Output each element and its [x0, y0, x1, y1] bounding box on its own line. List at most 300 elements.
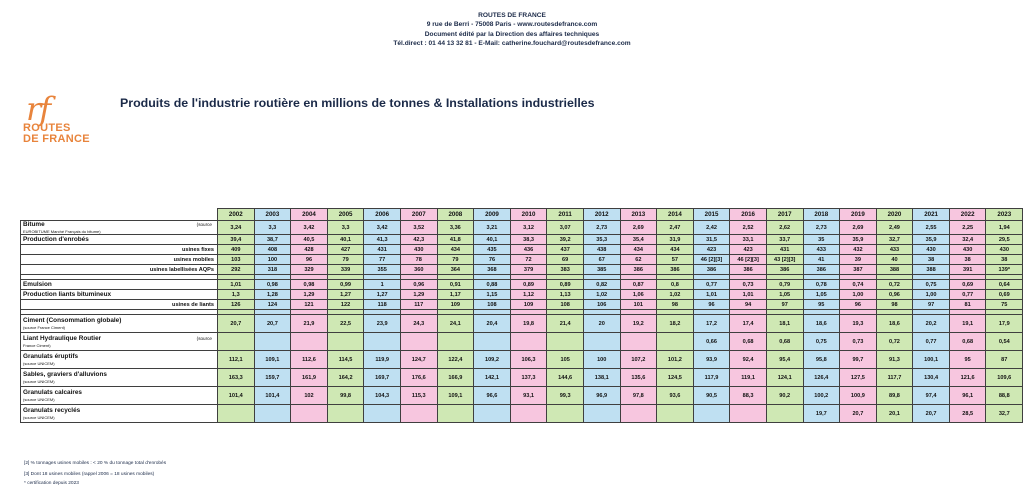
- row-label-cell: [21, 235, 218, 245]
- year-header: 2019: [840, 209, 877, 221]
- value-cell: 35,3: [583, 235, 620, 245]
- row-label: usines fixes: [181, 246, 214, 253]
- year-header: 2017: [766, 209, 803, 221]
- value-cell: 3,21: [474, 221, 511, 235]
- value-cell: 62: [620, 255, 657, 265]
- value-cell: 105: [547, 351, 584, 369]
- value-cell: 0,96: [400, 280, 437, 290]
- value-cell: 28,5: [949, 405, 986, 423]
- value-cell: 1,02: [583, 290, 620, 300]
- value-cell: 161,9: [291, 369, 328, 387]
- row-label-cell: [21, 245, 218, 255]
- routes-de-france-logo: [20, 90, 102, 145]
- year-header: 2009: [474, 209, 511, 221]
- value-cell: 1,29: [291, 290, 328, 300]
- table-row: [21, 290, 1023, 300]
- value-cell: 2,47: [657, 221, 694, 235]
- value-cell: 101,4: [218, 387, 255, 405]
- value-cell: 2,69: [620, 221, 657, 235]
- table-row: [21, 351, 1023, 369]
- value-cell: 126,4: [803, 369, 840, 387]
- value-cell: 2,55: [913, 221, 950, 235]
- value-cell: [474, 405, 511, 423]
- row-label-cell: [21, 405, 218, 423]
- value-cell: 176,6: [400, 369, 437, 387]
- value-cell: 33,7: [766, 235, 803, 245]
- value-cell: 169,7: [364, 369, 401, 387]
- value-cell: 0,99: [327, 280, 364, 290]
- value-cell: [510, 405, 547, 423]
- value-cell: 97: [766, 300, 803, 310]
- value-cell: 20,7: [254, 315, 291, 333]
- value-cell: 93,6: [657, 387, 694, 405]
- data-table: [20, 208, 1023, 423]
- value-cell: 67: [583, 255, 620, 265]
- value-cell: 117: [400, 300, 437, 310]
- table-row: [21, 235, 1023, 245]
- value-cell: 0,87: [620, 280, 657, 290]
- value-cell: 75: [986, 300, 1023, 310]
- value-cell: 0,77: [913, 333, 950, 351]
- row-label: usines de liants: [172, 301, 214, 308]
- year-header: 2013: [620, 209, 657, 221]
- value-cell: 18,6: [876, 315, 913, 333]
- value-cell: 40,1: [327, 235, 364, 245]
- value-cell: 388: [913, 265, 950, 275]
- value-cell: 386: [657, 265, 694, 275]
- row-label-cell: [21, 290, 218, 300]
- value-cell: 391: [949, 265, 986, 275]
- year-header: 2003: [254, 209, 291, 221]
- row-label: usines labellisées AQPs: [149, 266, 214, 273]
- row-label-cell: [21, 221, 218, 235]
- value-cell: 423: [730, 245, 767, 255]
- value-cell: [693, 405, 730, 423]
- value-cell: 0,73: [730, 280, 767, 290]
- value-cell: 0,72: [876, 280, 913, 290]
- year-header: 2012: [583, 209, 620, 221]
- value-cell: 21,4: [547, 315, 584, 333]
- value-cell: 18,2: [657, 315, 694, 333]
- value-cell: 118: [364, 300, 401, 310]
- value-cell: [583, 333, 620, 351]
- value-cell: 57: [657, 255, 694, 265]
- year-header-row: [21, 209, 1023, 221]
- value-cell: 99,8: [327, 387, 364, 405]
- value-cell: 433: [876, 245, 913, 255]
- value-cell: 292: [218, 265, 255, 275]
- org-name: ROUTES DE FRANCE: [478, 12, 546, 19]
- row-label-cell: [21, 300, 218, 310]
- value-cell: 108: [547, 300, 584, 310]
- value-cell: 1,3: [218, 290, 255, 300]
- value-cell: 0,68: [949, 333, 986, 351]
- value-cell: 124,1: [766, 369, 803, 387]
- value-cell: 0,77: [693, 280, 730, 290]
- value-cell: 119,9: [364, 351, 401, 369]
- row-label: Granulats calcaires: [23, 389, 82, 396]
- value-cell: 438: [583, 245, 620, 255]
- year-header: 2023: [986, 209, 1023, 221]
- value-cell: 0,98: [254, 280, 291, 290]
- value-cell: 81: [949, 300, 986, 310]
- value-cell: 121,6: [949, 369, 986, 387]
- value-cell: 2,69: [840, 221, 877, 235]
- value-cell: 91,3: [876, 351, 913, 369]
- value-cell: 1,12: [510, 290, 547, 300]
- value-cell: 98: [657, 300, 694, 310]
- value-cell: 39,4: [218, 235, 255, 245]
- value-cell: 18,6: [803, 315, 840, 333]
- value-cell: [547, 405, 584, 423]
- value-cell: 138,1: [583, 369, 620, 387]
- value-cell: 41: [803, 255, 840, 265]
- value-cell: 95,8: [803, 351, 840, 369]
- value-cell: 3,42: [291, 221, 328, 235]
- value-cell: 19,8: [510, 315, 547, 333]
- value-cell: 40,1: [474, 235, 511, 245]
- row-label-cell: [21, 369, 218, 387]
- value-cell: 33,1: [730, 235, 767, 245]
- value-cell: 386: [766, 265, 803, 275]
- value-cell: 101: [620, 300, 657, 310]
- value-cell: 383: [547, 265, 584, 275]
- value-cell: 0,69: [949, 280, 986, 290]
- value-cell: 41,8: [437, 235, 474, 245]
- value-cell: 0,68: [766, 333, 803, 351]
- value-cell: 437: [547, 245, 584, 255]
- value-cell: 92,4: [730, 351, 767, 369]
- year-header: 2007: [400, 209, 437, 221]
- value-cell: 24,1: [437, 315, 474, 333]
- value-cell: 144,6: [547, 369, 584, 387]
- value-cell: 114,5: [327, 351, 364, 369]
- value-cell: 0,77: [949, 290, 986, 300]
- value-cell: 1,13: [547, 290, 584, 300]
- value-cell: 94: [730, 300, 767, 310]
- value-cell: [620, 333, 657, 351]
- row-label-cell: [21, 315, 218, 333]
- value-cell: 0,68: [730, 333, 767, 351]
- row-source: EUROBITUME Marché Français du bitume): [23, 229, 101, 234]
- value-cell: 3,3: [327, 221, 364, 235]
- edited-by: Document édité par la Direction des affaires techniques: [424, 30, 600, 38]
- row-label: Granulats éruptifs: [23, 353, 79, 360]
- value-cell: 386: [620, 265, 657, 275]
- value-cell: 2,42: [693, 221, 730, 235]
- table-row: [21, 405, 1023, 423]
- table-row: [21, 245, 1023, 255]
- value-cell: 368: [474, 265, 511, 275]
- value-cell: 1,05: [803, 290, 840, 300]
- row-label-cell: [21, 280, 218, 290]
- value-cell: 0,75: [913, 280, 950, 290]
- value-cell: 100: [254, 255, 291, 265]
- value-cell: 3,42: [364, 221, 401, 235]
- value-cell: 388: [876, 265, 913, 275]
- table-row: [21, 280, 1023, 290]
- value-cell: 135,6: [620, 369, 657, 387]
- value-cell: 32,7: [986, 405, 1023, 423]
- page-title: Produits de l'industrie routière en millions de tonnes & Installations industrielles: [120, 96, 595, 110]
- logo-line1: ROUTES: [23, 122, 71, 134]
- value-cell: 109: [510, 300, 547, 310]
- value-cell: 39,2: [547, 235, 584, 245]
- row-label: Production liants bitumineux: [23, 290, 112, 298]
- value-cell: 19,1: [949, 315, 986, 333]
- value-cell: [657, 405, 694, 423]
- row-label: Liant Hydraulique Routier: [23, 335, 102, 342]
- value-cell: 0,74: [840, 280, 877, 290]
- value-cell: 87: [986, 351, 1023, 369]
- value-cell: 102: [291, 387, 328, 405]
- value-cell: 41,3: [364, 235, 401, 245]
- year-header: 2021: [913, 209, 950, 221]
- value-cell: 0,88: [474, 280, 511, 290]
- value-cell: 0,69: [986, 290, 1023, 300]
- value-cell: 96: [693, 300, 730, 310]
- value-cell: 46 [2][3]: [730, 255, 767, 265]
- value-cell: 329: [291, 265, 328, 275]
- value-cell: 386: [693, 265, 730, 275]
- value-cell: 386: [730, 265, 767, 275]
- value-cell: 1,15: [474, 290, 511, 300]
- value-cell: 1,00: [840, 290, 877, 300]
- value-cell: 0,89: [510, 280, 547, 290]
- value-cell: 69: [547, 255, 584, 265]
- value-cell: 90,2: [766, 387, 803, 405]
- value-cell: 19,7: [803, 405, 840, 423]
- value-cell: 46 [2][3]: [693, 255, 730, 265]
- value-cell: 164,2: [327, 369, 364, 387]
- row-label: Production d'enrobés: [23, 235, 89, 243]
- value-cell: [327, 333, 364, 351]
- row-label: Ciment (Consommation globale): [23, 317, 122, 324]
- value-cell: [583, 405, 620, 423]
- value-cell: 433: [803, 245, 840, 255]
- value-cell: 17,2: [693, 315, 730, 333]
- row-label: Bitume: [23, 221, 45, 228]
- value-cell: 124: [254, 300, 291, 310]
- value-cell: 96: [840, 300, 877, 310]
- table-row: [21, 369, 1023, 387]
- value-cell: 1,17: [437, 290, 474, 300]
- footnotes: [24, 458, 166, 488]
- year-header: 2020: [876, 209, 913, 221]
- value-cell: 21,9: [291, 315, 328, 333]
- value-cell: 436: [510, 245, 547, 255]
- value-cell: 115,3: [400, 387, 437, 405]
- value-cell: [364, 333, 401, 351]
- value-cell: 1,94: [986, 221, 1023, 235]
- value-cell: 35,4: [620, 235, 657, 245]
- value-cell: 430: [949, 245, 986, 255]
- row-label: Emulsion: [23, 280, 52, 288]
- value-cell: 2,25: [949, 221, 986, 235]
- value-cell: 22,5: [327, 315, 364, 333]
- value-cell: 431: [766, 245, 803, 255]
- value-cell: 97,8: [620, 387, 657, 405]
- value-cell: 1,28: [254, 290, 291, 300]
- value-cell: 101,2: [657, 351, 694, 369]
- year-header: 2010: [510, 209, 547, 221]
- value-cell: 0,91: [437, 280, 474, 290]
- value-cell: 79: [327, 255, 364, 265]
- value-cell: 434: [657, 245, 694, 255]
- value-cell: 38,7: [254, 235, 291, 245]
- table-row: [21, 221, 1023, 235]
- row-label: Granulats recyclés: [23, 407, 81, 414]
- year-header: 2008: [437, 209, 474, 221]
- value-cell: 109,2: [474, 351, 511, 369]
- value-cell: 20,7: [840, 405, 877, 423]
- value-cell: [474, 333, 511, 351]
- row-source: France Ciment): [23, 343, 51, 348]
- value-cell: 3,24: [218, 221, 255, 235]
- value-cell: 2,73: [803, 221, 840, 235]
- value-cell: 20,7: [913, 405, 950, 423]
- value-cell: 3,3: [254, 221, 291, 235]
- logo-line2: DE FRANCE: [23, 133, 90, 145]
- value-cell: [730, 405, 767, 423]
- value-cell: 166,9: [437, 369, 474, 387]
- value-cell: 0,96: [876, 290, 913, 300]
- row-label-cell: [21, 351, 218, 369]
- value-cell: 0,78: [803, 280, 840, 290]
- value-cell: 0,66: [693, 333, 730, 351]
- value-cell: 100,2: [803, 387, 840, 405]
- value-cell: 430: [986, 245, 1023, 255]
- value-cell: 23,9: [364, 315, 401, 333]
- value-cell: 127,5: [840, 369, 877, 387]
- value-cell: 0,89: [547, 280, 584, 290]
- year-header: 2004: [291, 209, 328, 221]
- value-cell: 1,02: [657, 290, 694, 300]
- value-cell: 107,2: [620, 351, 657, 369]
- value-cell: 72: [510, 255, 547, 265]
- value-cell: 24,3: [400, 315, 437, 333]
- value-cell: 423: [693, 245, 730, 255]
- value-cell: 1,00: [913, 290, 950, 300]
- row-source: (source UNICEM): [23, 379, 55, 384]
- value-cell: 0,64: [986, 280, 1023, 290]
- value-cell: 434: [437, 245, 474, 255]
- value-cell: 76: [474, 255, 511, 265]
- footnote-2: [2] % tonnages usines mobiles : < 20 % du tonnage total d'enrobés: [24, 461, 167, 466]
- value-cell: 95: [803, 300, 840, 310]
- value-cell: 1,01: [693, 290, 730, 300]
- value-cell: 103: [218, 255, 255, 265]
- value-cell: 106,3: [510, 351, 547, 369]
- row-label: usines mobiles: [173, 256, 214, 263]
- contact-line: Tél.direct : 01 44 13 32 81 - E-Mail: catherine.fouchard@routesdefrance.com: [393, 39, 631, 47]
- value-cell: 163,3: [218, 369, 255, 387]
- value-cell: 0,75: [803, 333, 840, 351]
- year-header: 2006: [364, 209, 401, 221]
- value-cell: 360: [400, 265, 437, 275]
- year-header: 2015: [693, 209, 730, 221]
- value-cell: 122: [327, 300, 364, 310]
- year-header: 2014: [657, 209, 694, 221]
- value-cell: 0,82: [583, 280, 620, 290]
- value-cell: [437, 405, 474, 423]
- value-cell: 1: [364, 280, 401, 290]
- value-cell: 99,7: [840, 351, 877, 369]
- value-cell: 35,9: [840, 235, 877, 245]
- value-cell: [437, 333, 474, 351]
- value-cell: 20,2: [913, 315, 950, 333]
- value-cell: 97,4: [913, 387, 950, 405]
- value-cell: 159,7: [254, 369, 291, 387]
- value-cell: 434: [620, 245, 657, 255]
- table-row: [21, 300, 1023, 310]
- row-label-cell: [21, 255, 218, 265]
- value-cell: 117,7: [876, 369, 913, 387]
- value-cell: 364: [437, 265, 474, 275]
- value-cell: [657, 333, 694, 351]
- value-cell: [218, 333, 255, 351]
- value-cell: 79: [437, 255, 474, 265]
- value-cell: 95,4: [766, 351, 803, 369]
- value-cell: 124,7: [400, 351, 437, 369]
- row-label-cell: [21, 265, 218, 275]
- value-cell: 90,5: [693, 387, 730, 405]
- footnote-3: [3] Dont 18 usines mobiles (rappel 2006 = 18 usines mobiles): [24, 472, 155, 477]
- table-row: [21, 333, 1023, 351]
- value-cell: 98: [876, 300, 913, 310]
- value-cell: 122,4: [437, 351, 474, 369]
- year-header: 2002: [218, 209, 255, 221]
- value-cell: 379: [510, 265, 547, 275]
- value-cell: 0,54: [986, 333, 1023, 351]
- value-cell: 78: [400, 255, 437, 265]
- value-cell: 104,3: [364, 387, 401, 405]
- value-cell: 88,3: [730, 387, 767, 405]
- value-cell: 35,9: [913, 235, 950, 245]
- row-source: (source UNICEM): [23, 361, 55, 366]
- row-source-tag: (source: [196, 222, 212, 227]
- value-cell: 2,49: [876, 221, 913, 235]
- row-source: (source UNICEM): [23, 415, 55, 420]
- value-cell: 0,72: [876, 333, 913, 351]
- value-cell: 93,9: [693, 351, 730, 369]
- value-cell: 99,3: [547, 387, 584, 405]
- value-cell: [620, 405, 657, 423]
- value-cell: 387: [840, 265, 877, 275]
- value-cell: 38: [986, 255, 1023, 265]
- value-cell: [400, 405, 437, 423]
- value-cell: 38: [949, 255, 986, 265]
- value-cell: 2,73: [583, 221, 620, 235]
- table-row: [21, 265, 1023, 275]
- value-cell: 96: [291, 255, 328, 265]
- value-cell: 17,9: [986, 315, 1023, 333]
- value-cell: 112,6: [291, 351, 328, 369]
- value-cell: 109: [437, 300, 474, 310]
- logo-mark: rf: [26, 90, 50, 128]
- value-cell: 121: [291, 300, 328, 310]
- value-cell: 95: [949, 351, 986, 369]
- value-cell: 339: [327, 265, 364, 275]
- row-source-tag: (source: [196, 336, 212, 341]
- row-label-cell: [21, 387, 218, 405]
- value-cell: 1,27: [327, 290, 364, 300]
- value-cell: 108: [474, 300, 511, 310]
- value-cell: 2,62: [766, 221, 803, 235]
- table-row: [21, 255, 1023, 265]
- value-cell: 1,27: [364, 290, 401, 300]
- value-cell: [766, 405, 803, 423]
